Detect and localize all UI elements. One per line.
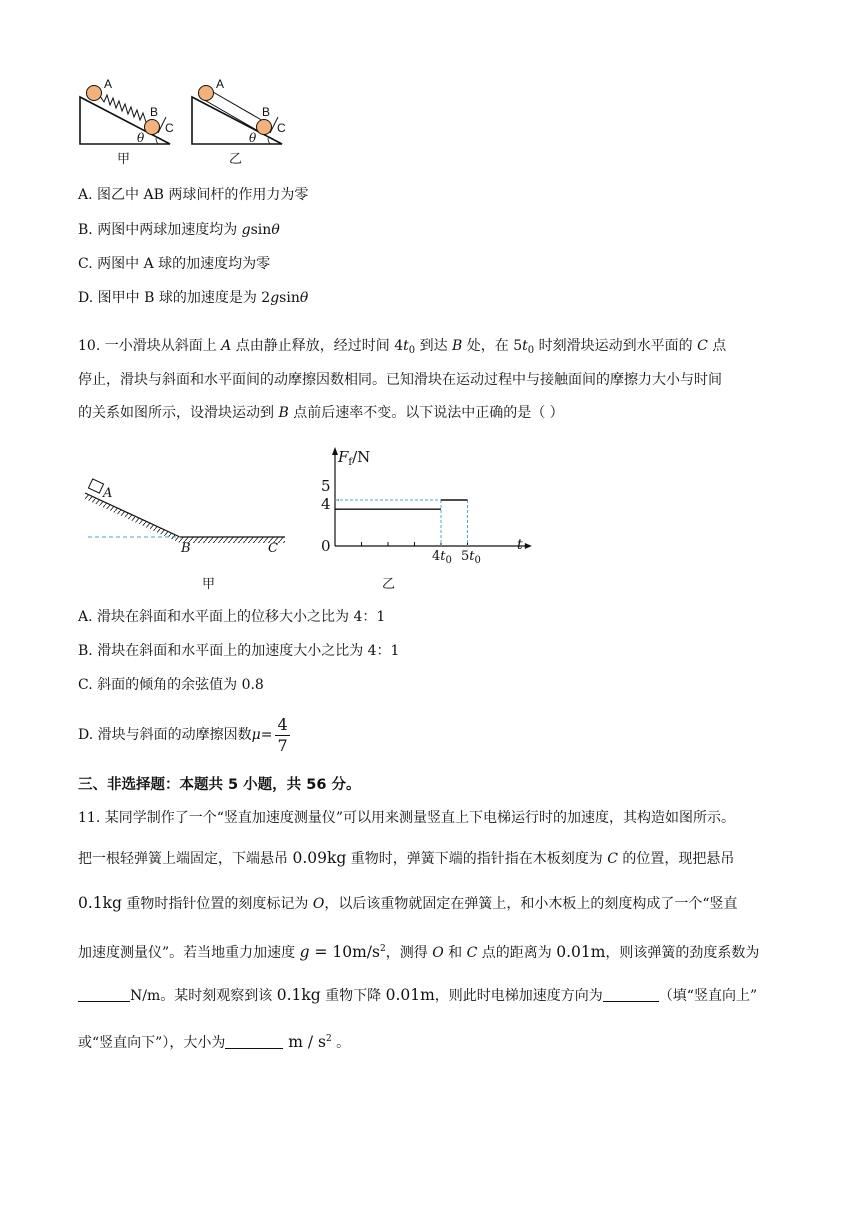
q10-option-c: C. 斜面的倾角的余弦值为 0.8 xyxy=(78,677,264,693)
q11-line-6: 或“竖直向下”），大小为 m / $s^2$ 。 xyxy=(78,1033,351,1051)
q11-line-1: 11. 某同学制作了一个“竖直加速度测量仪”可以用来测量竖直上下电梯运行时的加速度，其构造如图所示。 xyxy=(78,810,736,826)
q11-line-4: 加速度测量仪”。若当地重力加速度 $g = 10m/s^2$，测得 O 和 C 点的距离为 0.01m，则该弹簧的劲度系数为 xyxy=(78,943,760,961)
q10-option-d: D. 滑块与斜面的动摩擦因数μ= $\frac{4}{7}$ xyxy=(78,714,288,755)
q10-label-a: A xyxy=(103,486,113,501)
ball-b-yi xyxy=(257,120,272,135)
slider-block xyxy=(88,479,103,493)
chart-xtick-5t0: $5t_0$ xyxy=(461,549,481,566)
q11-line-5: N/m。某时刻观察到该 0.1kg 重物下降 0.01m，则此时电梯加速度方向为 （填“竖直向上” xyxy=(78,985,757,1006)
q9-option-a: A. 图乙中 AB 两球间杆的作用力为零 xyxy=(78,187,309,203)
q10-line-1: 10. 一小滑块从斜面上 A 点由静止释放，经过时间 $4t_0$ 到达 B 处，在 $5t_0$ 时刻滑块运动到水平面的 C 点 xyxy=(78,338,727,356)
label-c-jia: C xyxy=(165,121,174,135)
spring-zigzag xyxy=(100,95,146,122)
q10-caption-jia: 甲 xyxy=(202,577,216,592)
label-theta-jia: θ xyxy=(137,131,145,145)
q9-option-c: C. 两图中 A 球的加速度均为零 xyxy=(78,256,271,272)
caption-yi: 乙 xyxy=(229,152,243,167)
q9-option-d: D. 图甲中 B 球的加速度是为 2gsinθ xyxy=(78,290,309,306)
q10-line-2: 停止，滑块与斜面和水平面间的动摩擦因数相同。已知滑块在运动过程中与接触面间的摩擦力大小与时间 xyxy=(78,372,722,388)
chart-ytick-4: 4 xyxy=(321,495,331,513)
chart-origin: 0 xyxy=(321,537,331,555)
ball-b-jia xyxy=(145,120,160,135)
label-theta-yi: θ xyxy=(249,131,257,145)
chart-ylabel: $F_f/N$ xyxy=(338,448,371,468)
label-b-yi: B xyxy=(262,105,271,119)
q10-caption-yi: 乙 xyxy=(382,577,396,592)
section-3-heading: 三、非选择题：本题共 5 小题，共 56 分。 xyxy=(78,777,361,793)
answer-blank-1[interactable] xyxy=(78,987,130,1002)
q10-option-a: A. 滑块在斜面和水平面上的位移大小之比为 4：1 xyxy=(78,609,386,625)
q10-label-c: C xyxy=(268,541,278,556)
q11-line-2: 把一根轻弹簧上端固定，下端悬吊 0.09kg 重物时，弹簧下端的指针指在木板刻度为 C 的位置，现把悬吊 xyxy=(78,849,735,867)
q10-label-b: B xyxy=(181,541,191,556)
q10-line-3: 的关系如图所示，设滑块运动到 B 点前后速率不变。以下说法中正确的是（ ） xyxy=(78,405,564,421)
caption-jia: 甲 xyxy=(117,152,131,167)
chart-xlabel: t xyxy=(517,537,523,553)
q11-line-3: 0.1kg 重物时指针位置的刻度标记为 O，以后该重物就固定在弹簧上，和小木板上的刻度构成了一个“竖直 xyxy=(78,894,738,912)
answer-blank-3[interactable] xyxy=(225,1034,283,1049)
chart-xtick-4t0: $4t_0$ xyxy=(432,549,452,566)
chart-ytick-5: 5 xyxy=(321,477,331,495)
label-a-jia: A xyxy=(104,77,113,91)
q10-option-b: B. 滑块在斜面和水平面上的加速度大小之比为 4：1 xyxy=(78,643,400,659)
answer-blank-2[interactable] xyxy=(603,987,659,1002)
label-c-yi: C xyxy=(277,121,286,135)
ball-a-jia xyxy=(87,86,102,101)
label-b-jia: B xyxy=(150,105,159,119)
q9-option-b: B. 两图中两球加速度均为 gsinθ xyxy=(78,222,280,238)
label-a-yi: A xyxy=(216,77,225,91)
fraction-4-7: $\frac{4}{7}$ xyxy=(277,714,288,755)
ball-a-yi xyxy=(199,86,214,101)
x-axis-arrow xyxy=(525,543,532,549)
